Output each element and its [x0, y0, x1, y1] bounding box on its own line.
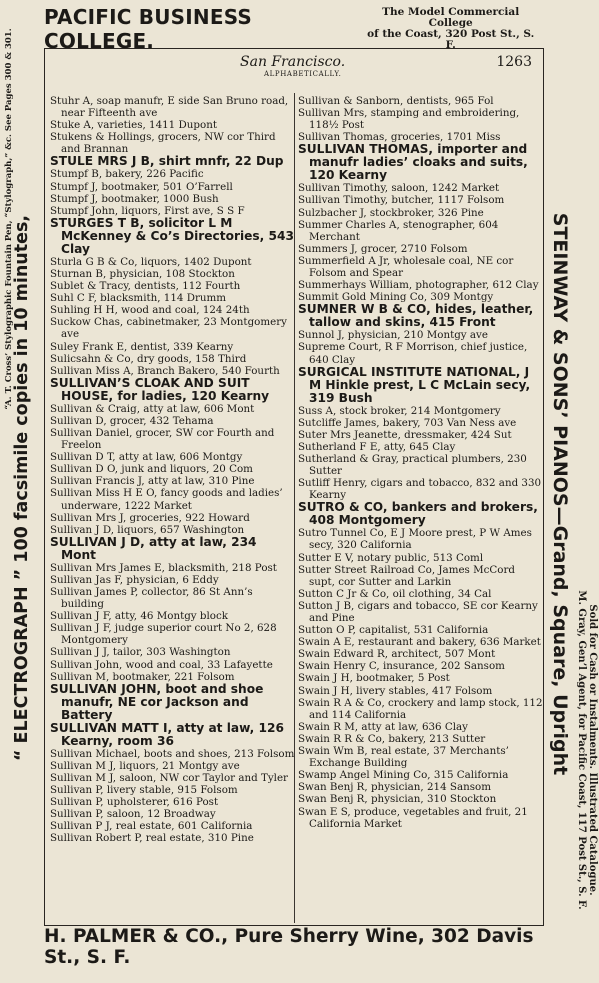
left-ad-small-text: “A. T. Cross’ Stylographic Fountain Pen, “Stylograph,” &c. See Pages 300 & 301. [4, 28, 14, 410]
directory-entry: Sutherland & Gray, practical plumbers, 230 Sutter [298, 452, 527, 478]
right-ad-main-text: STEINWAY & SONS’ PIANOS—Grand, Square, Upright [549, 212, 571, 776]
directory-entry: Sublet & Tracy, dentists, 112 Fourth [50, 280, 241, 293]
directory-entry: Sullivan Jas F, physician, 6 Eddy [50, 573, 219, 586]
directory-entry: Sullivan Miss A, Branch Bakero, 540 Fourth [50, 364, 280, 377]
directory-entry: Summit Gold Mining Co, 309 Montgy [298, 291, 494, 304]
directory-entry: SULLIVAN THOMAS, importer and manufr ladies’ cloaks and suits, 120 Kearny [298, 142, 528, 183]
left-margin-small-ad [0, 28, 18, 410]
directory-entry: Sullivan P J, real estate, 601 California [50, 820, 253, 833]
directory-entry: Swain Wm B, real estate, 37 Merchants’ Exchange Building [298, 745, 509, 770]
directory-entry: Summerhays William, photographer, 612 Clay [298, 279, 539, 292]
directory-entry: Swan Benj R, physician, 214 Sansom [298, 781, 491, 794]
page-city: San Francisco. [240, 54, 346, 70]
bottom-advertisement: H. PALMER & CO., Pure Sherry Wine, 302 Davis St., S. F. [44, 926, 534, 968]
directory-entry: Suley Frank E, dentist, 339 Kearny [50, 340, 234, 353]
directory-entry: Summerfield A Jr, wholesale coal, NE cor Folsom and Spear [298, 254, 514, 280]
directory-entry: Sulzbacher J, stockbroker, 326 Pine [298, 206, 484, 219]
directory-entry: Sullivan Miss H E O, fancy goods and ladies’ underware, 1222 Market [50, 487, 283, 512]
directory-entry: Sullivan D O, junk and liquors, 20 Com [50, 463, 253, 476]
left-column [50, 95, 295, 845]
top-ad-title: PACIFIC BUSINESS COLLEGE. [44, 5, 253, 53]
directory-entry: Swamp Angel Mining Co, 315 California [298, 769, 509, 782]
top-advertisement [44, 5, 538, 53]
directory-entry: Suckow Chas, cabinetmaker, 23 Montgomery ave [50, 316, 287, 341]
directory-entry: Sullivan Francis J, atty at law, 310 Pine [50, 475, 255, 488]
top-ad-subtitle-line1: The Model Commercial College [382, 6, 520, 29]
directory-entry: SUTRO & CO, bankers and brokers, 408 Montgomery [298, 500, 538, 528]
directory-entry: Sullivan J F, atty, 46 Montgy block [50, 610, 228, 623]
directory-entry: Summers J, grocer, 2710 Folsom [298, 242, 468, 255]
directory-entry: Stuke A, varieties, 1411 Dupont [50, 119, 217, 132]
top-ad-subtitle-line2: of the Coast, 320 Post St., S. F. [367, 28, 535, 51]
directory-entry: Supreme Court, R F Morrison, chief justice, 640 Clay [298, 341, 528, 366]
right-ad-side-line1: Sold for Cash or Instalments. Illustrated Catalogue. [587, 604, 598, 896]
directory-entry: SULLIVAN J D, atty at law, 234 Mont [50, 534, 257, 562]
directory-entry: SULLIVAN MATT I, atty at law, 126 Kearny, room 36 [50, 720, 284, 748]
directory-entry: Sutro Tunnel Co, E J Moore prest, P W Ames secy, 320 California [298, 527, 532, 552]
page-number: 1263 [496, 54, 532, 70]
directory-entry: Sutherland F E, atty, 645 Clay [298, 440, 456, 453]
directory-entry: Stumpf B, bakery, 226 Pacific [50, 168, 204, 181]
directory-entry: Sullivan Mrs, stamping and embroidering, 118½ Post [298, 107, 520, 132]
directory-entry: Sullivan John, wood and coal, 33 Lafayette [50, 658, 273, 671]
directory-entry: Swain J H, bootmaker, 5 Post [298, 672, 450, 685]
directory-entry: Stukens & Hollings, grocers, NW cor Third and Brannan [50, 131, 276, 156]
directory-entry: Suss A, stock broker, 214 Montgomery [298, 404, 501, 417]
directory-entry: SULLIVAN JOHN, boot and shoe manufr, NE cor Jackson and Battery [50, 681, 264, 722]
directory-entry: STULE MRS J B, shirt mnfr, 22 Dup [50, 154, 284, 169]
directory-entry: Sullivan Michael, boots and shoes, 213 Folsom [50, 747, 295, 760]
directory-entry: Swan E S, produce, vegetables and fruit, 21 California Market [298, 805, 528, 830]
directory-entry: SURGICAL INSTITUTE NATIONAL, J M Hinkle prest, L C McLain secy, 319 Bush [298, 364, 531, 405]
directory-entry: Sutton O P, capitalist, 531 California [298, 624, 489, 637]
directory-entry: Sullivan Daniel, grocer, SW cor Fourth and Freelon [50, 426, 275, 452]
directory-entry: Suter Mrs Jeanette, dressmaker, 424 Sut [298, 428, 512, 441]
right-ad-side-text [576, 590, 598, 909]
directory-entry: Swain Edward R, architect, 507 Mont [298, 648, 496, 661]
directory-entry: Swain R R & Co, bakery, 213 Sutter [298, 732, 486, 745]
directory-entry: Sutter Street Railroad Co, James McCord supt, cor Sutter and Larkin [298, 563, 516, 588]
left-ad-main-text: “ ELECTROGRAPH ” 100 facsimile copies in 10 minutes, [12, 214, 32, 762]
directory-entry: Summer Charles A, stenographer, 604 Merchant [298, 218, 499, 243]
directory-entry: Swan Benj R, physician, 310 Stockton [298, 793, 497, 806]
directory-entry: Sullivan & Sanborn, dentists, 965 Fol [298, 95, 494, 107]
directory-entry: Sullivan J J, tailor, 303 Washington [50, 646, 231, 659]
directory-entry: Sullivan Mrs J, groceries, 922 Howard [50, 511, 250, 524]
directory-entry: Sullivan J D, liquors, 657 Washington [50, 523, 245, 536]
top-ad-subtitle [363, 7, 538, 51]
directory-entry: Sullivan P, upholsterer, 616 Post [50, 796, 219, 809]
directory-entry: Sullivan M J, liquors, 21 Montgy ave [50, 759, 240, 772]
directory-entry: Sutcliffe James, bakery, 703 Van Ness ave [298, 416, 517, 429]
directory-entry: STURGES T B, solicitor L M McKenney & Co’s Directories, 543 Clay [50, 215, 294, 256]
directory-entry: Sullivan Thomas, groceries, 1701 Miss [298, 131, 501, 144]
right-column [298, 95, 543, 830]
directory-entry: Sunnol J, physician, 210 Montgy ave [298, 329, 488, 342]
directory-entry: Sullivan M, bootmaker, 221 Folsom [50, 670, 235, 683]
directory-entry: Swain Henry C, insurance, 202 Sansom [298, 660, 505, 673]
directory-entry: Sullivan P, livery stable, 915 Folsom [50, 784, 238, 797]
column-divider [294, 93, 295, 923]
section-label: ALPHABETICALLY. [264, 70, 342, 78]
directory-entry: Sullivan P, saloon, 12 Broadway [50, 808, 216, 821]
directory-entry: SULLIVAN’S CLOAK AND SUIT HOUSE, for ladies, 120 Kearny [50, 375, 270, 403]
directory-entry: Sullivan Timothy, butcher, 1117 Folsom [298, 194, 505, 207]
page-header [48, 52, 540, 76]
directory-entry: Sutter E V, notary public, 513 Coml [298, 551, 484, 564]
directory-entry: Sutliff Henry, cigars and tobacco, 832 and 330 Kearny [298, 477, 542, 502]
directory-entry: Suhl C F, blacksmith, 114 Drumm [50, 292, 227, 305]
directory-entry: Sturnan B, physician, 108 Stockton [50, 267, 235, 280]
directory-entry: Swain A E, restaurant and bakery, 636 Market [298, 636, 541, 649]
directory-entry: Sutton C Jr & Co, oil clothing, 34 Cal [298, 587, 492, 600]
directory-entry: Sullivan Mrs James E, blacksmith, 218 Post [50, 561, 277, 574]
directory-entry: SUMNER W B & CO, hides, leather, tallow and skins, 415 Front [298, 302, 534, 330]
directory-entry: Sullivan D T, atty at law, 606 Montgy [50, 451, 243, 464]
directory-entry: Swain R A & Co, crockery and lamp stock, 112 and 114 California [298, 696, 543, 721]
directory-entry: Swain J H, livery stables, 417 Folsom [298, 684, 493, 697]
directory-entry: Sturla G B & Co, liquors, 1402 Dupont [50, 255, 252, 268]
directory-entry: Suhling H H, wood and coal, 124 24th [50, 304, 250, 317]
directory-entry: Stumpf J, bootmaker, 501 O’Farrell [50, 180, 233, 193]
directory-entry: Sullivan James P, collector, 86 St Ann’s building [50, 586, 253, 611]
directory-entry: Sutton J B, cigars and tobacco, SE cor Kearny and Pine [298, 599, 538, 624]
directory-entry: Sullivan Timothy, saloon, 1242 Market [298, 182, 500, 195]
directory-entry: Sullivan & Craig, atty at law, 606 Mont [50, 402, 255, 415]
directory-entry: Sullivan J F, judge superior court No 2, 628 Montgomery [50, 622, 277, 647]
directory-entry: Stuhr A, soap manufr, E side San Bruno road, near Fifteenth ave [50, 95, 289, 120]
right-margin-advertisement [544, 54, 599, 922]
directory-entry: Stumpf John, liquors, First ave, S S F [50, 204, 245, 217]
directory-entry: Swain R M, atty at law, 636 Clay [298, 720, 468, 733]
directory-entry: Sullivan D, grocer, 432 Tehama [50, 414, 214, 427]
directory-entry: Stumpf J, bootmaker, 1000 Bush [50, 192, 219, 205]
directory-entry: Sullivan M J, saloon, NW cor Taylor and Tyler [50, 771, 288, 784]
directory-entry: Sullivan Robert P, real estate, 310 Pine [50, 832, 254, 845]
directory-entry: Sulicsahn & Co, dry goods, 158 Third [50, 352, 247, 365]
right-ad-side-line2: M. Gray, Gen’l Agent, for Pacific Coast, 117 Post St., S. F. [576, 590, 587, 910]
